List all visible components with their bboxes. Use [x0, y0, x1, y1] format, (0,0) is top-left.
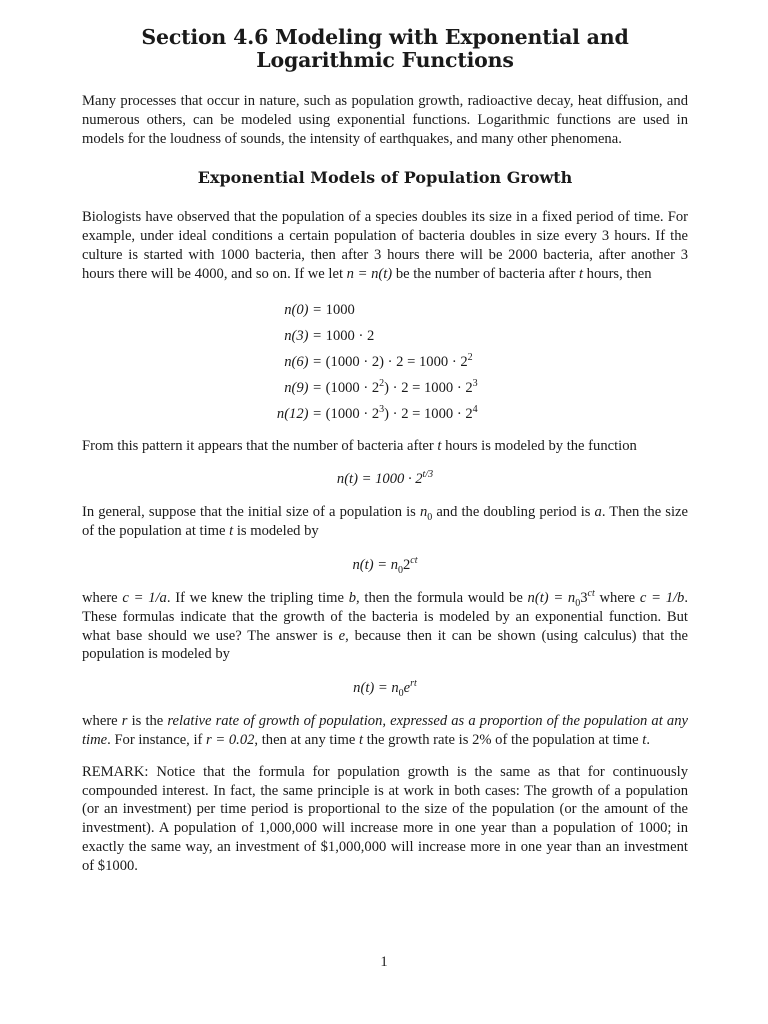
- emphasized-definition: relative rate of growth of population, expressed as a proportion of the population at any time: [82, 713, 688, 748]
- paragraph-general: In general, suppose that the initial size of a population is $n_0$ and the doubling period is a. Then the size of the population at time t is modeled by: [82, 504, 688, 540]
- document-page: [82, 26, 688, 889]
- paragraph-tripling: where c = 1/a. If we knew the tripling time b, then the formula would be $n(t) = n_03^{ct}$ where c = 1/b. These formulas indicate that the growth of the bacteria is modeled by an exponential function. But what base should we use? The answer is e, because then it can be shown (using calculus) that the population is modeled by: [82, 588, 688, 663]
- equation-row: n(9) = $(1000 \cdot 2^2) \cdot 2 = 1000 \cdot 2^3$: [284, 377, 478, 396]
- equation-model-1: $n(t) = 1000 \cdot 2^{t/3}$: [336, 469, 434, 488]
- equation-array: [82, 297, 688, 427]
- paragraph-relative-rate: where r is the relative rate of growth of population, expressed as a proportion of the population at any time. For instance, if r = 0.02, then at any time t the growth rate is 2% of the population at time t.: [82, 713, 688, 748]
- equation-row: n(0) = 1000: [284, 301, 355, 318]
- equation-row: n(6) = $(1000 \cdot 2) \cdot 2 = 1000 \cdot 2^2$: [284, 351, 473, 370]
- paragraph-bacteria: Biologists have observed that the population of a species doubles its size in a fixed period of time. For example, under ideal conditions a certain population of bacteria doubles in size every 3 hours. If the culture is started with 1000 bacteria, then after 3 hours there will be 2000 bacteria, after another 3 hours there will be 4000, and so on. If we let n = n(t) be the number of bacteria after t hours, then: [82, 209, 688, 282]
- section-subheading: Exponential Models of Population Growth: [197, 168, 573, 188]
- paragraph-pattern: From this pattern it appears that the number of bacteria after t hours is modeled by the function: [82, 437, 637, 454]
- intro-paragraph: Many processes that occur in nature, such as population growth, radioactive decay, heat diffusion, and numerous others, can be modeled using exponential functions. Logarithmic functions are used in models for the loudness of sounds, the intensity of earthquakes, and many other phenomena.: [82, 93, 688, 147]
- equation-model-2: $n(t) = n_02^{ct}$: [352, 555, 418, 576]
- equation-row: n(12) = $(1000 \cdot 2^3) \cdot 2 = 1000 \cdot 2^4$: [276, 403, 478, 422]
- page-number: 1: [380, 954, 388, 970]
- equation-row: n(3) = 1000 · 2: [284, 327, 375, 344]
- remark-paragraph: REMARK: Notice that the formula for population growth is the same as that for continuously compounded interest. In fact, the same principle is at work in both cases: The growth of a population (or an investment) per time period is proportional to the size of the population (or the amount of the investment). A population of 1,000,000 will increase more in one year than a population of 1000; in exactly the same way, an investment of $1,000,000 will increase more in one year than an investment of $1000.: [82, 763, 688, 874]
- page-title: Section 4.6 Modeling with Exponential and Logarithmic Functions: [141, 25, 629, 72]
- equation-model-3: $n(t) = n_0e^{rt}$: [353, 678, 417, 700]
